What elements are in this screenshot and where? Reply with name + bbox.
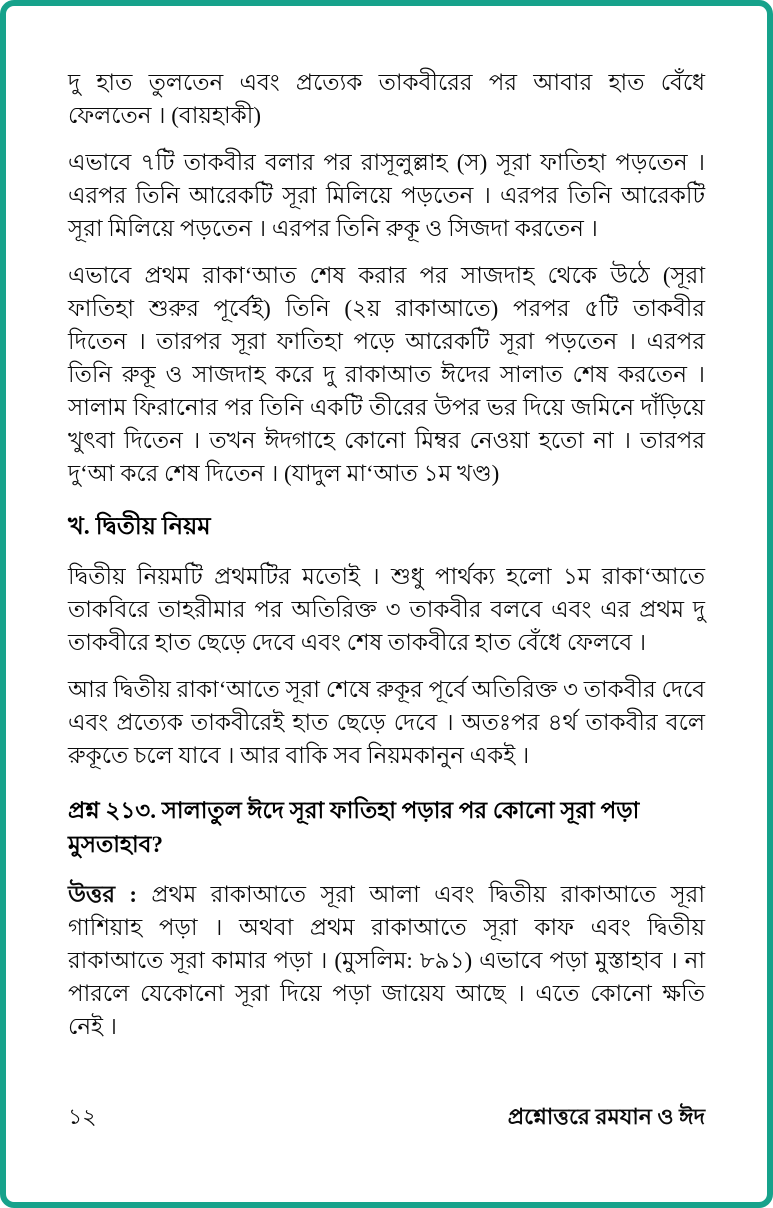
book-title: প্রশ্নোত্তরে রমযান ও ঈদ <box>507 1104 705 1129</box>
paragraph-second-rakat-rule: আর দ্বিতীয় রাকা‘আতে সূরা শেষে রুকূর পূর্বে অতিরিক্ত ৩ তাকবীর দেবে এবং প্রত্যেক তাকবীরেই হাত ছেড়ে দেবে । অতঃপর ৪র্থ তাকবীর বলে রুকূতে চলে যাবে । আর বাকি সব নিয়মকানুন একই । <box>68 677 705 768</box>
page-number: ১২ <box>68 1104 97 1129</box>
paragraph-hands-tied: দু হাত তুলতেন এবং প্রত্যেক তাকবীরের পর আবার হাত বেঁধে ফেলতেন । (বায়হাকী) <box>68 70 705 128</box>
page-footer <box>68 1100 705 1137</box>
answer-paragraph <box>68 878 705 1043</box>
paragraph-seven-takbir: এভাবে ৭টি তাকবীর বলার পর রাসূলুল্লাহ (স) সূরা ফাতিহা পড়তেন । এরপর তিনি আরেকটি সূরা মিলিয়ে পড়তেন । এরপর তিনি আরেকটি সূরা মিলিয়ে পড়তেন । এরপর তিনি রুকূ ও সিজদা করতেন । <box>68 150 705 241</box>
section-heading-second-rule: খ. দ্বিতীয় নিয়ম <box>68 514 211 540</box>
answer-label: উত্তর : <box>68 882 138 907</box>
paragraph-second-rule-detail: দ্বিতীয় নিয়মটি প্রথমটির মতোই । শুধু পার্থক্য হলো ১ম রাকা‘আতে তাকবিরে তাহরীমার পর অতিরিক্ত ৩ তাকবীর বলবে এবং এর প্রথম দু তাকবীরে হাত ছেড়ে দেবে এবং শেষ তাকবীরে হাত বেঁধে ফেলবে । <box>68 564 705 655</box>
page-content <box>6 6 767 1043</box>
question-heading-213: প্রশ্ন ২১৩. সালাতুল ঈদে সূরা ফাতিহা পড়ার পর কোনো সূরা পড়া মুসতাহাব? <box>68 798 640 857</box>
answer-text: প্রথম রাকাআতে সূরা আলা এবং দ্বিতীয় রাকাআতে সূরা গাশিয়াহ পড়া । অথবা প্রথম রাকাআতে সূরা কাফ এবং দ্বিতীয় রাকাআতে সূরা কামার পড়া । (মুসলিম: ৮৯১) এভাবে পড়া মুস্তাহাব । না পারলে যেকোনো সূরা দিয়ে পড়া জায়েয আছে । এতে কোনো ক্ষতি নেই । <box>68 882 705 1039</box>
paragraph-first-rakat: এভাবে প্রথম রাকা‘আত শেষ করার পর সাজদাহ থেকে উঠে (সূরা ফাতিহা শুরুর পূর্বেই) তিনি (২য় রাকাআতে) পরপর ৫টি তাকবীর দিতেন । তারপর সূরা ফাতিহা পড়ে আরেকটি সূরা পড়তেন । এরপর তিনি রুকূ ও সাজদাহ করে দু রাকাআত ঈদের সালাত শেষ করতেন । সালাম ফিরানোর পর তিনি একটি তীরের উপর ভর দিয়ে জমিনে দাঁড়িয়ে খুৎবা দিতেন । তখন ঈদগাহে কোনো মিম্বর নেওয়া হতো না । তারপর দু‘আ করে শেষ দিতেন । (যাদুল মা‘আত ১ম খণ্ড) <box>68 263 705 486</box>
